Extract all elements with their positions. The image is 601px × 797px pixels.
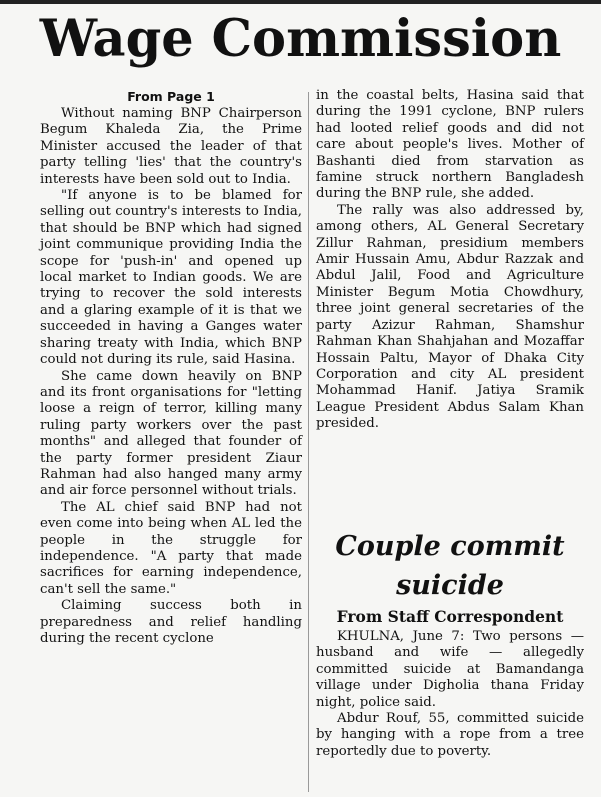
paragraph: The AL chief said BNP had not even come into being when AL led the people in the struggle for independence. "A party that made sacrifices for earning independence, can't sell the same." [40, 499, 302, 597]
paragraph: KHULNA, June 7: Two persons — husband and wife — allegedly committed suicide at Bamandanga village under Digholia thana Friday night, police said. [316, 629, 584, 710]
second-article-body [316, 605, 584, 760]
paragraph: "If anyone is to be blamed for selling out country's interests to India, that should be BNP which had signed joint communique providing India the scope for 'push-in' and opened up local market to Indian goods. We are trying to recover the sold interests and a glaring example of it is that we succeeded in having a Ganges water sharing treaty with India, which BNP could not during its rule, said Hasina. [40, 188, 302, 368]
second-headline: Couple commit suicide [335, 531, 565, 601]
byline: From Staff Correspondent [336, 607, 564, 626]
column-divider [308, 92, 309, 792]
headline: Wage Commission [39, 9, 562, 69]
left-column [40, 88, 302, 647]
paragraph: Without naming BNP Chairperson Begum Khaleda Zia, the Prime Minister accused the leader of that party telling 'lies' that the country's interests have been sold out to India. [40, 106, 302, 187]
paragraph: Claiming success both in preparedness and relief handling during the recent cyclone [40, 598, 302, 646]
dateline: From Page 1 [127, 89, 215, 104]
top-rule [0, 0, 601, 4]
right-column [316, 88, 584, 433]
paragraph: She came down heavily on BNP and its front organisations for "letting loose a reign of terror, killing many ruling party workers over the past months" and alleged that founder of the party former president Ziaur Rahman had also hanged many army and air force personnel without trials. [40, 368, 302, 499]
paragraph: in the coastal belts, Hasina said that during the 1991 cyclone, BNP rulers had looted relief goods and did not care about people's lives. Mother of Bashanti died from starvation as famine struck northern Bangladesh during the BNP rule, she added. [316, 88, 584, 202]
paragraph: The rally was also addressed by, among others, AL General Secretary Zillur Rahman, presidium members Amir Hussain Amu, Abdur Razzak and Abdul Jalil, Food and Agriculture Minister Begum Motia Chowdhury, three joint general secretaries of the party Azizur Rahman, Shamshur Rahman Khan Shahjahan and Mozaffar Hossain Paltu, Mayor of Dhaka City Corporation and city AL president Mohammad Hanif. Jatiya Sramik League President Abdus Salam Khan presided. [316, 202, 584, 432]
paragraph: Abdur Rouf, 55, committed suicide by hanging with a rope from a tree reportedly due to poverty. [316, 711, 584, 759]
